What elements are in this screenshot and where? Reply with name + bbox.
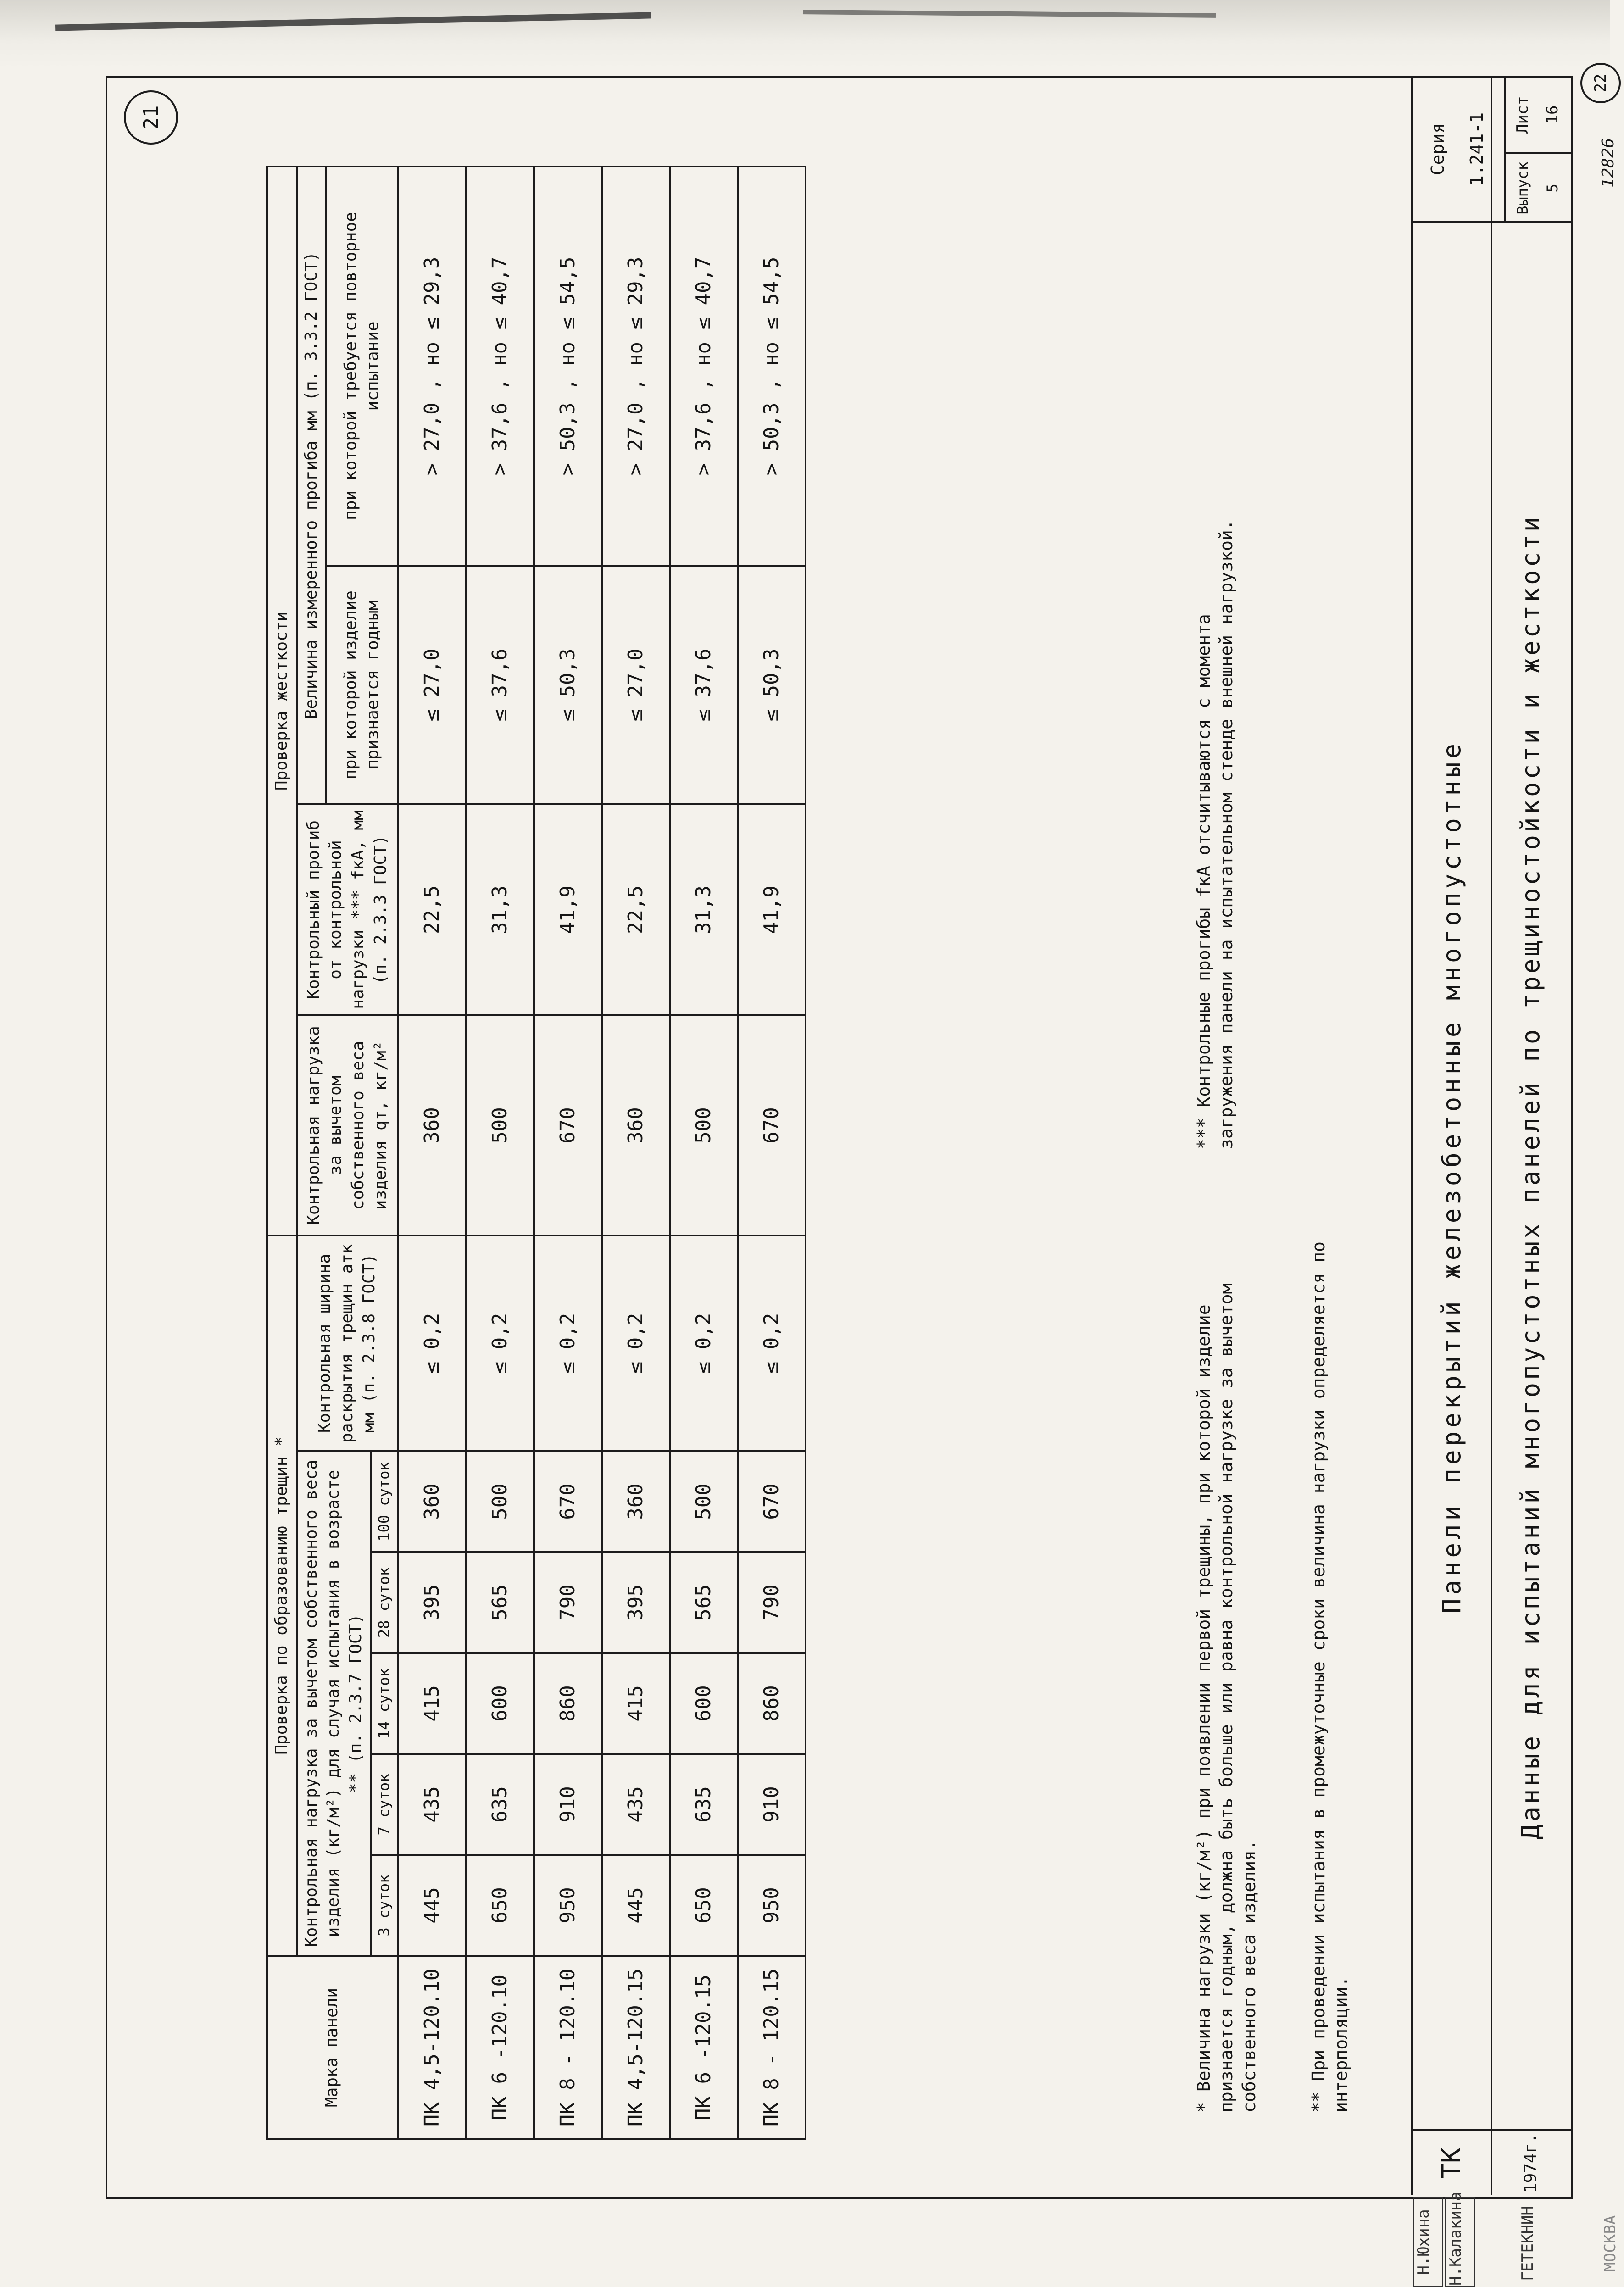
cell-d3: 445 (398, 1855, 466, 1956)
cell-crack: ≤ 0,2 (466, 1235, 534, 1451)
cell-d3: 950 (738, 1855, 806, 1956)
cell-d28: 565 (670, 1552, 738, 1653)
cell-crack: ≤ 0,2 (602, 1235, 670, 1451)
cell-ok: ≤ 50,3 (738, 566, 806, 804)
cell-mark: ПК 8 - 120.10 (534, 1956, 602, 2139)
cell-ok: ≤ 37,6 (670, 566, 738, 804)
data-table (266, 166, 806, 2140)
doc-number: 12826 (1598, 138, 1618, 188)
header-control-load: Контрольная нагрузка за вычетом собственного веса изделия qт, кг/м² (297, 1015, 398, 1235)
header-mark: Марка панели (267, 1956, 398, 2139)
cell-crack: ≤ 0,2 (398, 1235, 466, 1451)
series-value: 1.241-1 (1467, 112, 1487, 186)
cell-ok: ≤ 27,0 (398, 566, 466, 804)
cell-load: 360 (398, 1015, 466, 1235)
cell-d3: 950 (534, 1855, 602, 1956)
cell-d14: 415 (398, 1653, 466, 1754)
cell-d14: 600 (670, 1653, 738, 1754)
header-crack-width: Контрольная ширина раскрытия трещин aтк мм (п. 2.3.8 ГОСТ) (297, 1235, 398, 1451)
cell-d7: 435 (602, 1754, 670, 1855)
cell-d7: 635 (670, 1754, 738, 1855)
cell-d7: 910 (534, 1754, 602, 1855)
cell-d28: 790 (738, 1552, 806, 1653)
cell-load: 360 (602, 1015, 670, 1235)
cell-mark: ПК 4,5-120.15 (602, 1956, 670, 2139)
doc-code: ТК (1436, 2148, 1467, 2179)
issue-label: Выпуск (1514, 161, 1531, 215)
cell-d3: 445 (602, 1855, 670, 1956)
cell-d28: 790 (534, 1552, 602, 1653)
cell-d14: 415 (602, 1653, 670, 1754)
cell-d100: 360 (602, 1451, 670, 1552)
header-age: 28 суток (371, 1552, 398, 1653)
cell-defl: 31,3 (466, 804, 534, 1015)
sheet-label: Лист (1513, 96, 1532, 134)
cell-retest: > 27,0 , но ≤ 29,3 (602, 167, 670, 566)
cell-d7: 635 (466, 1754, 534, 1855)
table-row (738, 167, 806, 2139)
cell-defl: 22,5 (602, 804, 670, 1015)
title-block (1411, 76, 1571, 2195)
sheet-marker-text: 21 (139, 105, 163, 130)
cell-d100: 500 (466, 1451, 534, 1552)
cell-load: 670 (738, 1015, 806, 1235)
cell-d100: 670 (534, 1451, 602, 1552)
cell-d28: 395 (602, 1552, 670, 1653)
header-crack-group: Проверка по образованию трещин * (267, 1235, 297, 1956)
cell-crack: ≤ 0,2 (534, 1235, 602, 1451)
cell-defl: 31,3 (670, 804, 738, 1015)
table-body (398, 167, 806, 2139)
note-2: ** При проведении испытания в промежуточные сроки величина нагрузки определяется по интерполяции. (1308, 1241, 1351, 2113)
cell-crack: ≤ 0,2 (670, 1235, 738, 1451)
divider (1504, 76, 1506, 223)
cell-d14: 600 (466, 1653, 534, 1754)
cell-d7: 435 (398, 1754, 466, 1855)
cell-d100: 360 (398, 1451, 466, 1552)
doc-year: 1974г. (1521, 2133, 1540, 2193)
cell-d28: 565 (466, 1552, 534, 1653)
cell-ok: ≤ 27,0 (602, 566, 670, 804)
sheet-value: 16 (1543, 105, 1562, 124)
cell-d3: 650 (466, 1855, 534, 1956)
series-label: Серия (1428, 122, 1448, 176)
issue-value: 5 (1544, 184, 1561, 193)
header-age: 14 суток (371, 1653, 398, 1754)
stamp-name: Н.Юхина (1413, 2197, 1443, 2287)
stamp-city: МОСКВА (1601, 2215, 1619, 2272)
header-age: 7 суток (371, 1754, 398, 1855)
header-control-deflection: Контрольный прогиб от контрольной нагрузки *** fкА, мм (п. 2.3.3 ГОСТ) (297, 804, 398, 1015)
stamp-name: Н.Калакина (1445, 2197, 1475, 2287)
cell-retest: > 37,6 , но ≤ 40,7 (466, 167, 534, 566)
cell-d7: 910 (738, 1754, 806, 1855)
header-age: 100 суток (371, 1451, 398, 1552)
cell-crack: ≤ 0,2 (738, 1235, 806, 1451)
header-stiffness-group: Проверка жесткости (267, 167, 297, 1235)
cell-load: 500 (670, 1015, 738, 1235)
sheet-marker (124, 90, 178, 145)
table-row (670, 167, 738, 2139)
cell-ok: ≤ 37,6 (466, 566, 534, 804)
note-1: * Величина нагрузки (кг/м²) при появлении первой трещины, при которой изделие признается годным, должна быть больше или равна контрольной нагрузке за вычетом собственного веса изделия. (1194, 1283, 1259, 2113)
header-retest: при которой требуется повторное испытание (326, 167, 398, 566)
cell-retest: > 27,0 , но ≤ 29,3 (398, 167, 466, 566)
header-load-by-age: Контрольная нагрузка за вычетом собственного веса изделия (кг/м²) для случая испытания в возрасте ** (п. 2.3.7 ГОСТ) (297, 1451, 371, 1956)
cell-load: 670 (534, 1015, 602, 1235)
rotated-sheet (106, 73, 1619, 2286)
cell-d14: 860 (534, 1653, 602, 1754)
cell-defl: 22,5 (398, 804, 466, 1015)
page-marker-text: 22 (1591, 73, 1610, 93)
header-accepted: при которой изделие признается годным (326, 566, 398, 804)
cell-defl: 41,9 (738, 804, 806, 1015)
table-row (534, 167, 602, 2139)
cell-ok: ≤ 50,3 (534, 566, 602, 804)
cell-retest: > 50,3 , но ≤ 54,5 (534, 167, 602, 566)
cell-d100: 500 (670, 1451, 738, 1552)
header-measured-deflection: Величина измеренного прогиба мм (п. 3.3.2 ГОСТ) (297, 167, 327, 804)
cell-mark: ПК 4,5-120.10 (398, 1956, 466, 2139)
table-row (602, 167, 670, 2139)
header-age: 3 суток (371, 1855, 398, 1956)
cell-mark: ПК 6 -120.15 (670, 1956, 738, 2139)
table-row (466, 167, 534, 2139)
doc-title-1: Панели перекрытий железобетонные многопустотные (1437, 740, 1466, 1614)
cell-defl: 41,9 (534, 804, 602, 1015)
cell-retest: > 37,6 , но ≤ 40,7 (670, 167, 738, 566)
cell-retest: > 50,3 , но ≤ 54,5 (738, 167, 806, 566)
stamp-org: ГЕТЕКНИН (1518, 2206, 1537, 2281)
cell-d28: 395 (398, 1552, 466, 1653)
note-3: *** Контрольные прогибы fкА отсчитываются с момента загружения панели на испытательном стенде внешней нагрузкой. (1194, 519, 1237, 1149)
cell-mark: ПК 6 -120.10 (466, 1956, 534, 2139)
doc-title-2: Данные для испытаний многопустотных панелей по трещиностойкости и жесткости (1516, 514, 1545, 1840)
cell-load: 500 (466, 1015, 534, 1235)
cell-d100: 670 (738, 1451, 806, 1552)
cell-d14: 860 (738, 1653, 806, 1754)
cell-d3: 650 (670, 1855, 738, 1956)
cell-mark: ПК 8 - 120.15 (738, 1956, 806, 2139)
table-row (398, 167, 466, 2139)
page-marker (1580, 63, 1621, 103)
